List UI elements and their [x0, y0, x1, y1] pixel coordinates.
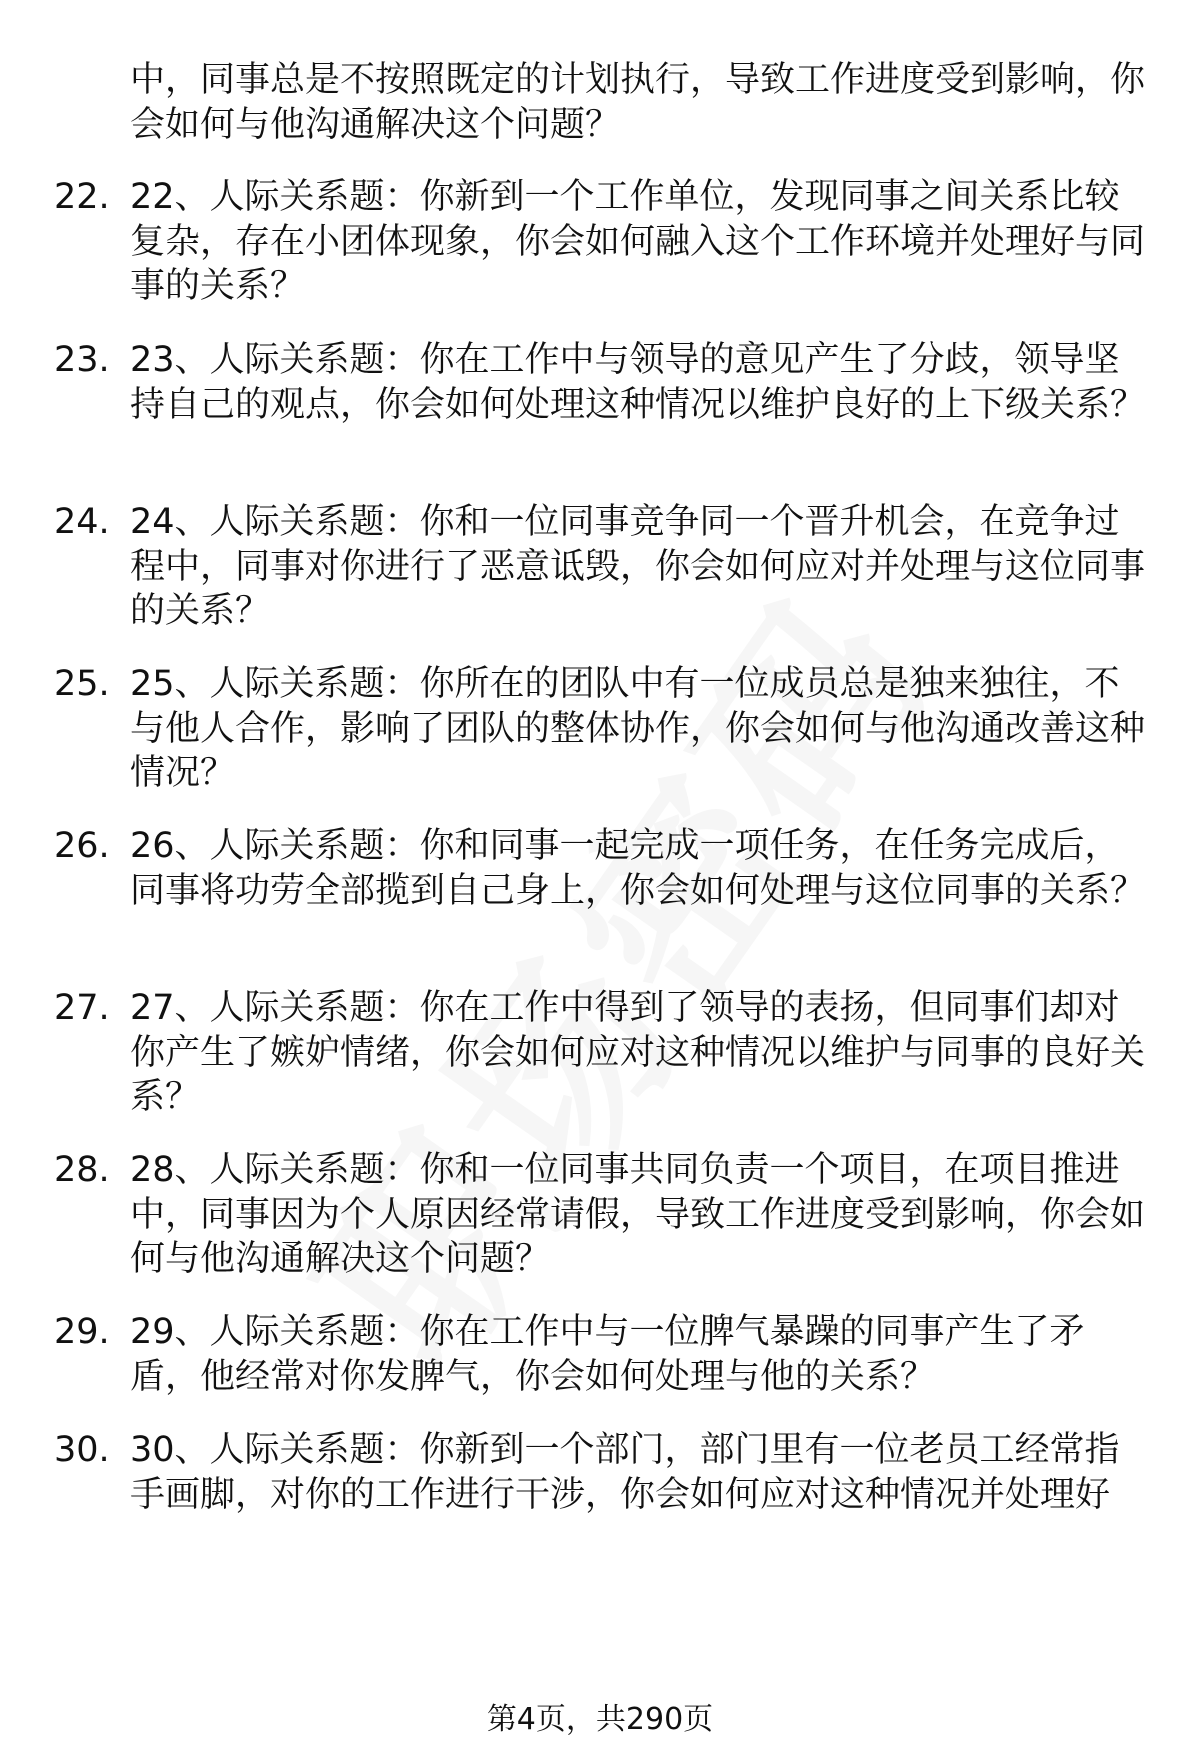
- item-number: 29.: [54, 1312, 110, 1352]
- item-text: 23、人际关系题：你在工作中与领导的意见产生了分歧，领导坚持自己的观点，你会如何处理这种情况以维护良好的上下级关系？: [130, 340, 1146, 425]
- item-number: 28.: [54, 1150, 110, 1190]
- item-text: 27、人际关系题：你在工作中得到了领导的表扬，但同事们却对你产生了嫉妒情绪，你会如何应对这种情况以维护与同事的良好关系？: [130, 988, 1146, 1117]
- item-number: 23.: [54, 340, 110, 380]
- item-text: 28、人际关系题：你和一位同事共同负责一个项目，在项目推进中，同事因为个人原因经常请假，导致工作进度受到影响，你会如何与他沟通解决这个问题？: [130, 1150, 1146, 1279]
- item-text: 29、人际关系题：你在工作中与一位脾气暴躁的同事产生了矛盾，他经常对你发脾气，你会如何处理与他的关系？: [130, 1312, 1085, 1397]
- item-number: 22.: [54, 177, 110, 217]
- item-number: 26.: [54, 826, 110, 866]
- item-text: 24、人际关系题：你和一位同事竞争同一个晋升机会，在竞争过程中，同事对你进行了恶意诋毁，你会如何应对并处理与这位同事的关系？: [130, 502, 1146, 631]
- item-text: 25、人际关系题：你所在的团队中有一位成员总是独来独往，不与他人合作，影响了团队的整体协作，你会如何与他沟通改善这种情况？: [130, 664, 1146, 793]
- item-text: 30、人际关系题：你新到一个部门，部门里有一位老员工经常指手画脚，对你的工作进行干涉，你会如何应对这种情况并处理好: [130, 1430, 1120, 1515]
- item-text: 26、人际关系题：你和同事一起完成一项任务，在任务完成后，同事将功劳全部揽到自己身上，你会如何处理与这位同事的关系？: [130, 826, 1146, 911]
- item-number: 25.: [54, 664, 110, 704]
- page-footer: 第4页，共290页: [486, 1702, 714, 1737]
- item-text: 中，同事总是不按照既定的计划执行，导致工作进度受到影响，你会如何与他沟通解决这个问题？: [130, 60, 1146, 145]
- item-number: 27.: [54, 988, 110, 1028]
- item-number: 30.: [54, 1430, 110, 1470]
- item-text: 22、人际关系题：你新到一个工作单位，发现同事之间关系比较复杂，存在小团体现象，你会如何融入这个工作环境并处理好与同事的关系？: [130, 177, 1146, 306]
- item-number: 24.: [54, 502, 110, 542]
